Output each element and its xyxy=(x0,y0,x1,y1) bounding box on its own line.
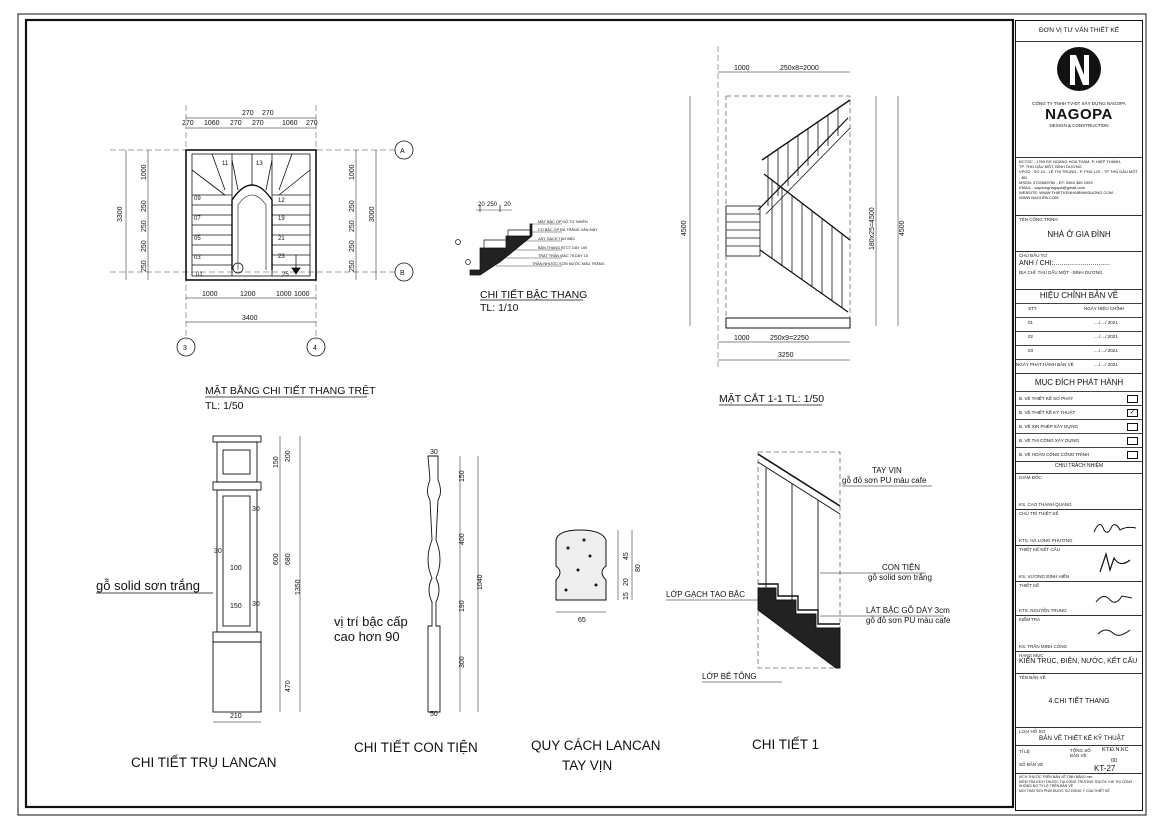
post-dim: 100 xyxy=(230,565,242,572)
rev-no: 03 xyxy=(1028,348,1034,353)
purpose-row xyxy=(1016,391,1142,406)
sheet-no-label: SỐ BẢN VẼ xyxy=(1019,762,1044,767)
step-number: 19 xyxy=(278,216,285,222)
category-block xyxy=(1016,651,1142,673)
plan-dim-bottom-1: 1000 xyxy=(202,291,218,298)
plan-dim-top-1: 270 xyxy=(182,120,194,127)
purpose-row xyxy=(1016,419,1142,434)
plan-step-numbers xyxy=(194,161,289,278)
axis-b-label: B xyxy=(400,270,405,277)
section-dim-rise: 180x25=4500 xyxy=(869,207,876,250)
role-row xyxy=(1016,545,1142,581)
category-value: KIẾN TRÚC, ĐIỆN, NƯỚC, KẾT CẤU xyxy=(1019,658,1138,665)
plan-dim-left-2: 250 xyxy=(141,200,148,212)
plan-title: MẶT BẰNG CHI TIẾT THANG TRỆT xyxy=(205,385,376,397)
total-value: 00 xyxy=(1111,758,1118,764)
plan-dim-right-total: 3000 xyxy=(369,206,376,222)
plan-dim-right-5: 250 xyxy=(349,260,356,272)
plan-dim-top-3: 270 xyxy=(230,120,242,127)
section-dims xyxy=(681,65,906,359)
role-row xyxy=(1016,473,1142,509)
step-dim: 20 xyxy=(504,202,511,208)
handrail-dim: 15 xyxy=(623,592,630,600)
purpose-title: MỤC ĐÍCH PHÁT HÀNH xyxy=(1016,373,1142,391)
rev-date: ..../..../ 2021 xyxy=(1094,334,1118,339)
revision-row xyxy=(1016,331,1142,342)
detail1-note-handrail-sub: gỗ đỏ sơn PU màu cafe xyxy=(842,476,927,485)
plan-dim-left-total: 3300 xyxy=(117,206,124,222)
revision-title: HIỆU CHỈNH BẢN VẼ xyxy=(1016,289,1142,303)
purpose-label: B. VẼ THI CÔNG XÂY DỰNG xyxy=(1019,438,1079,443)
role-name: KTS. HÀ LONG PHƯƠNG xyxy=(1019,538,1073,543)
purpose-row xyxy=(1016,433,1142,448)
role-title: KIỂM TRA xyxy=(1019,617,1041,622)
footer-note: MỌI THAY ĐỔI PHẢI ĐƯỢC SỰ ĐỒNG Ý CỦA THIẾT KẾ xyxy=(1019,788,1110,793)
baluster-title: CHI TIẾT CON TIỆN xyxy=(354,740,478,755)
baluster xyxy=(428,456,479,712)
plan-dim-right-3: 250 xyxy=(349,220,356,232)
plan-dim-right-1: 1000 xyxy=(349,164,356,180)
post-dim: 470 xyxy=(285,680,292,692)
baluster-note-2: cao hơn 90 xyxy=(334,629,400,644)
detail1-note-tread-sub: gỗ đỏ sơn PU màu cafe xyxy=(866,616,951,625)
handrail-dim: 65 xyxy=(578,617,586,624)
scale-label: TỈ LỆ xyxy=(1019,749,1030,754)
signature-icon xyxy=(1096,550,1136,576)
consultant-label: ĐƠN VỊ TƯ VẤN THIẾT KẾ xyxy=(1038,27,1120,34)
issue-date: ..../..../ 2021 xyxy=(1094,362,1118,367)
project-block xyxy=(1016,215,1142,251)
step-detail-title: CHI TIẾT BẬC THANG xyxy=(480,289,588,301)
address-line: ĐCTSC : 1769 ĐS HOÀNG HOA THÁM, P. HIỆP THÀNH, xyxy=(1019,159,1122,164)
detail1-notes xyxy=(666,466,951,682)
role-name: KS. TRẦN MINH CÔNG xyxy=(1019,644,1068,649)
step-number: 21 xyxy=(278,236,285,242)
rev-date: ..../..../ 2021 xyxy=(1094,348,1118,353)
owner-label: CHỦ ĐẦU TƯ xyxy=(1019,253,1048,258)
signature-icon xyxy=(1092,516,1138,538)
brand-name: NAGOPA xyxy=(1045,106,1113,123)
post-dim: 30 xyxy=(214,548,222,555)
revision-row xyxy=(1016,317,1142,328)
post-dim: 210 xyxy=(230,713,242,720)
project-label: TÊN CÔNG TRÌNH xyxy=(1019,217,1058,222)
footer-note: KÍCH THƯỚC TRÊN BẢN VẼ TÍNH BẰNG mm xyxy=(1019,775,1093,779)
role-row xyxy=(1016,581,1142,615)
plan-dim-top-7: 270 xyxy=(306,120,318,127)
plan-dim-left-1: 1000 xyxy=(141,164,148,180)
step-note: MẶT BẬC ỐP GỖ TỰ NHIÊN xyxy=(538,220,588,224)
detail1-note-baluster: CON TIỆN xyxy=(882,563,921,572)
plan-dim-top-mid-1: 270 xyxy=(242,110,254,117)
signature-icon xyxy=(1096,624,1132,640)
doc-type-label: LOẠI HỒ SƠ xyxy=(1019,729,1046,734)
rev-date: ..../..../ 2021 xyxy=(1094,320,1118,325)
post-dim: 1350 xyxy=(295,579,302,595)
step-number: 12 xyxy=(278,198,285,204)
step-number: 03 xyxy=(194,255,201,261)
plan-dim-top-mid-2: 270 xyxy=(262,110,274,117)
sheet-number-block xyxy=(1016,745,1142,773)
plan-labels xyxy=(117,110,405,352)
handrail-title-2: TAY VỊN xyxy=(562,758,613,773)
plan-dim-bottom-3: 1000 xyxy=(276,291,292,298)
doc-type-block xyxy=(1016,727,1142,745)
section-dim-bottom-2: 250x9=2250 xyxy=(770,335,809,342)
handrail-dim: 20 xyxy=(623,578,630,586)
baluster-dim: 50 xyxy=(430,711,438,718)
logo-area xyxy=(1016,41,1142,131)
handrail-dim: 80 xyxy=(635,564,642,572)
section-dim-top-1: 1000 xyxy=(734,65,750,72)
step-number: 09 xyxy=(194,196,201,202)
plan-dim-right-2: 250 xyxy=(349,200,356,212)
step-number: 11 xyxy=(222,161,229,167)
role-title: THIẾT KẾ KẾT CẤU xyxy=(1019,547,1060,552)
post-title: CHI TIẾT TRỤ LANCAN xyxy=(131,755,277,770)
purpose-checkbox-checked[interactable]: ✓ xyxy=(1127,409,1138,417)
step-detail-notes xyxy=(532,219,605,266)
post-dim: 680 xyxy=(285,553,292,565)
purpose-checkbox[interactable] xyxy=(1127,423,1138,431)
baluster-note-1: vị trí bậc cấp xyxy=(334,614,408,629)
step-number: 01 xyxy=(196,272,203,278)
category-label: HẠNG MỤC xyxy=(1019,653,1044,658)
detail-1 xyxy=(758,452,840,668)
baluster-dim: 300 xyxy=(459,656,466,668)
address-line: MSDN: 3702689780 - ĐT: 0963 365 1993 xyxy=(1019,179,1093,185)
step-number: 05 xyxy=(194,236,201,242)
axis-3-label: 3 xyxy=(183,345,187,352)
rev-header-no: STT xyxy=(1028,306,1037,311)
post-dim: 30 xyxy=(252,601,260,608)
handrail-title-1: QUY CÁCH LANCAN xyxy=(531,738,661,753)
footer-note: KHÔNG ĐO TỶ LỆ TRÊN BẢN VẼ xyxy=(1019,784,1073,788)
plan-dim-left-4: 250 xyxy=(141,240,148,252)
role-name: KTS. NGUYỄN TRUNG xyxy=(1019,608,1067,613)
detail1-note-tread: LÁT BẬC GỖ DÀY 3cm xyxy=(866,606,950,615)
section-dim-total: 3250 xyxy=(778,352,794,359)
plan-dim-bottom-2: 1200 xyxy=(240,291,256,298)
step-dim: 250 xyxy=(487,202,498,208)
stair-plan xyxy=(110,105,413,356)
step-note: BẢN THANG BTCT DÀY 100 xyxy=(538,246,588,250)
responsibility-label: CHỊU TRÁCH NHIỆM xyxy=(1016,461,1142,473)
purpose-label: B. VẼ THIẾT KẾ SƠ PHÁT xyxy=(1019,396,1074,401)
plan-dim-top-5: 270 xyxy=(252,120,264,127)
plan-dim-top-6: 1060 xyxy=(282,120,298,127)
step-detail-scale: TL: 1/10 xyxy=(480,302,519,314)
detail1-note-brick: LỚP GẠCH TẠO BẬC xyxy=(666,590,746,599)
baluster-dim: 190 xyxy=(459,600,466,612)
rev-no: 02 xyxy=(1028,334,1034,339)
plan-dim-right-4: 250 xyxy=(349,240,356,252)
purpose-label: B. VẼ XIN PHÉP XÂY DỰNG xyxy=(1019,424,1078,429)
plan-dim-left-5: 250 xyxy=(141,260,148,272)
post-dim: 600 xyxy=(273,553,280,565)
detail1-note-concrete: LỚP BÊ TÔNG xyxy=(702,672,757,681)
section-dim-top-2: 250x8=2000 xyxy=(780,65,819,72)
step-number: 07 xyxy=(194,216,201,222)
step-number: 13 xyxy=(256,161,263,167)
plan-dim-bottom-4: 1000 xyxy=(294,291,310,298)
company-line: CÔNG TY TNHH TV-ĐT XÂY DỰNG NAGOPA xyxy=(1032,101,1126,106)
post-dim: 200 xyxy=(285,450,292,462)
post-dim: 150 xyxy=(230,603,242,610)
step-dim: 20 xyxy=(478,202,485,208)
nagopa-logo-icon xyxy=(1019,43,1139,99)
sheet-name-value: 4.CHI TIẾT THANG xyxy=(1048,698,1110,705)
role-title: CHỦ TRÌ THIẾT KẾ xyxy=(1019,511,1059,516)
post-dims xyxy=(214,450,302,720)
sheet-no-value: KT-27 xyxy=(1094,764,1116,773)
purpose-checkbox[interactable] xyxy=(1127,451,1138,459)
detail1-note-handrail: TAY VỊN xyxy=(872,466,902,475)
step-note: TRÁT TRẦN MÁC 75 DÀY 15 xyxy=(538,254,589,258)
total-label: TỔNG SỐ BẢN VẼ xyxy=(1070,748,1091,758)
revision-row xyxy=(1016,345,1142,356)
detail1-note-baluster-sub: gỗ solid sơn trắng xyxy=(868,573,932,582)
role-name: KS. VƯƠNG ĐÌNH HIỀN xyxy=(1019,574,1070,579)
step-number: 23 xyxy=(278,254,285,260)
rev-no: 01 xyxy=(1028,320,1034,325)
handrail-profile xyxy=(556,530,632,612)
stair-section xyxy=(690,46,898,370)
title-block xyxy=(1015,20,1143,811)
issue-date-row xyxy=(1016,359,1142,370)
sheet-name-block xyxy=(1016,673,1142,727)
issue-date-label: NGÀY PHÁT HÀNH BẢN VẼ xyxy=(1016,362,1074,367)
step-note: CỔ BẬC ỐP ĐÁ TRẮNG VÂN MÂY xyxy=(538,228,598,232)
revision-header xyxy=(1016,303,1142,314)
purpose-label: B. VẼ THIẾT KẾ KỸ THUẬT xyxy=(1019,410,1076,415)
plan-dim-top-2: 1060 xyxy=(204,120,220,127)
post-dim: 30 xyxy=(252,506,260,513)
plan-dim-left-3: 250 xyxy=(141,220,148,232)
section-dim-right: 4500 xyxy=(899,220,906,236)
plan-scale: TL: 1/50 xyxy=(205,400,244,412)
baluster-dim: 400 xyxy=(459,533,466,545)
footer-notes xyxy=(1016,773,1142,811)
purpose-row xyxy=(1016,447,1142,462)
axis-a-label: A xyxy=(400,148,405,155)
role-title: GIÁM ĐỐC xyxy=(1019,475,1042,480)
baluster-dim: 30 xyxy=(430,449,438,456)
purpose-checkbox[interactable] xyxy=(1127,437,1138,445)
purpose-checkbox[interactable] xyxy=(1127,395,1138,403)
detail1-title: CHI TIẾT 1 xyxy=(752,737,820,752)
role-title: THIẾT KẾ xyxy=(1019,583,1040,588)
handrail-dim: 45 xyxy=(623,552,630,560)
drawing-code: KT.Đ.N.KC xyxy=(1102,747,1129,753)
plan-dim-total: 3400 xyxy=(242,315,258,322)
footer-note: KIỂM TRA KÍCH THƯỚC TẠI CÔNG TRƯỜNG TRƯỚC KHI THI CÔNG xyxy=(1019,779,1133,784)
newel-post xyxy=(213,436,300,722)
owner-block xyxy=(1016,251,1142,289)
step-number: 25 xyxy=(282,272,289,278)
signature-icon xyxy=(1094,588,1134,608)
section-dim-bottom-1: 1000 xyxy=(734,335,750,342)
project-location: ĐỊA CHỈ: THỦ DẦU MỘT - BÌNH DƯƠNG xyxy=(1019,270,1103,275)
baluster-dim: 150 xyxy=(459,470,466,482)
sheet-border-outer xyxy=(18,14,1146,815)
company-address xyxy=(1016,157,1142,215)
role-row xyxy=(1016,615,1142,651)
role-row xyxy=(1016,509,1142,545)
step-note: XÂY GẠCH TẠO BẬC xyxy=(538,237,576,241)
section-dim-left: 4500 xyxy=(681,220,688,236)
step-note: TRẦN NHƯỚC SƠN NƯỚC MÀU TRẮNG xyxy=(532,262,605,266)
post-dim: 150 xyxy=(273,456,280,468)
role-name: KS. CAO THÀNH QUANG xyxy=(1019,502,1072,507)
address-line: VPGD : SỐ 10 - LÊ THỊ TRUNG - P. PHÚ LỢI - TP THỦ DẦU MỘT - BD xyxy=(1019,169,1138,180)
section-title: MẶT CẮT 1-1 TL: 1/50 xyxy=(719,393,825,405)
step-detail-dims xyxy=(478,202,511,208)
doc-type-value: BẢN VẼ THIẾT KẾ KỸ THUẬT xyxy=(1039,735,1125,742)
purpose-label: B. VẼ HOÀN CÔNG CÔNG TRÌNH xyxy=(1019,452,1090,457)
tagline: DESIGN & CONSTRUCTION xyxy=(1049,123,1109,128)
drawing-frame xyxy=(26,20,1013,807)
purpose-row xyxy=(1016,405,1142,420)
project-name: NHÀ Ở GIA ĐÌNH xyxy=(1047,230,1111,239)
post-note: gỗ solid sơn trắng xyxy=(96,578,200,593)
address-line: WEBSITE: WWW.THIETKENHAIBINHDUONG.COM - WWW.NAGOPA.COM xyxy=(1019,190,1116,201)
address-line: EMAIL : xaydungnagopa@gmail.com xyxy=(1019,185,1085,191)
baluster-dim: 1040 xyxy=(477,574,484,590)
address-line: TP. THỦ DẦU MỘT, BÌNH DƯƠNG xyxy=(1019,164,1082,170)
rev-header-date: NGÀY HIỆU CHỈNH xyxy=(1084,306,1125,311)
axis-4-label: 4 xyxy=(313,345,317,352)
sheet-name-label: TÊN BẢN VẼ xyxy=(1019,675,1046,680)
owner-name: ANH / CHỊ:............................. xyxy=(1019,260,1111,267)
